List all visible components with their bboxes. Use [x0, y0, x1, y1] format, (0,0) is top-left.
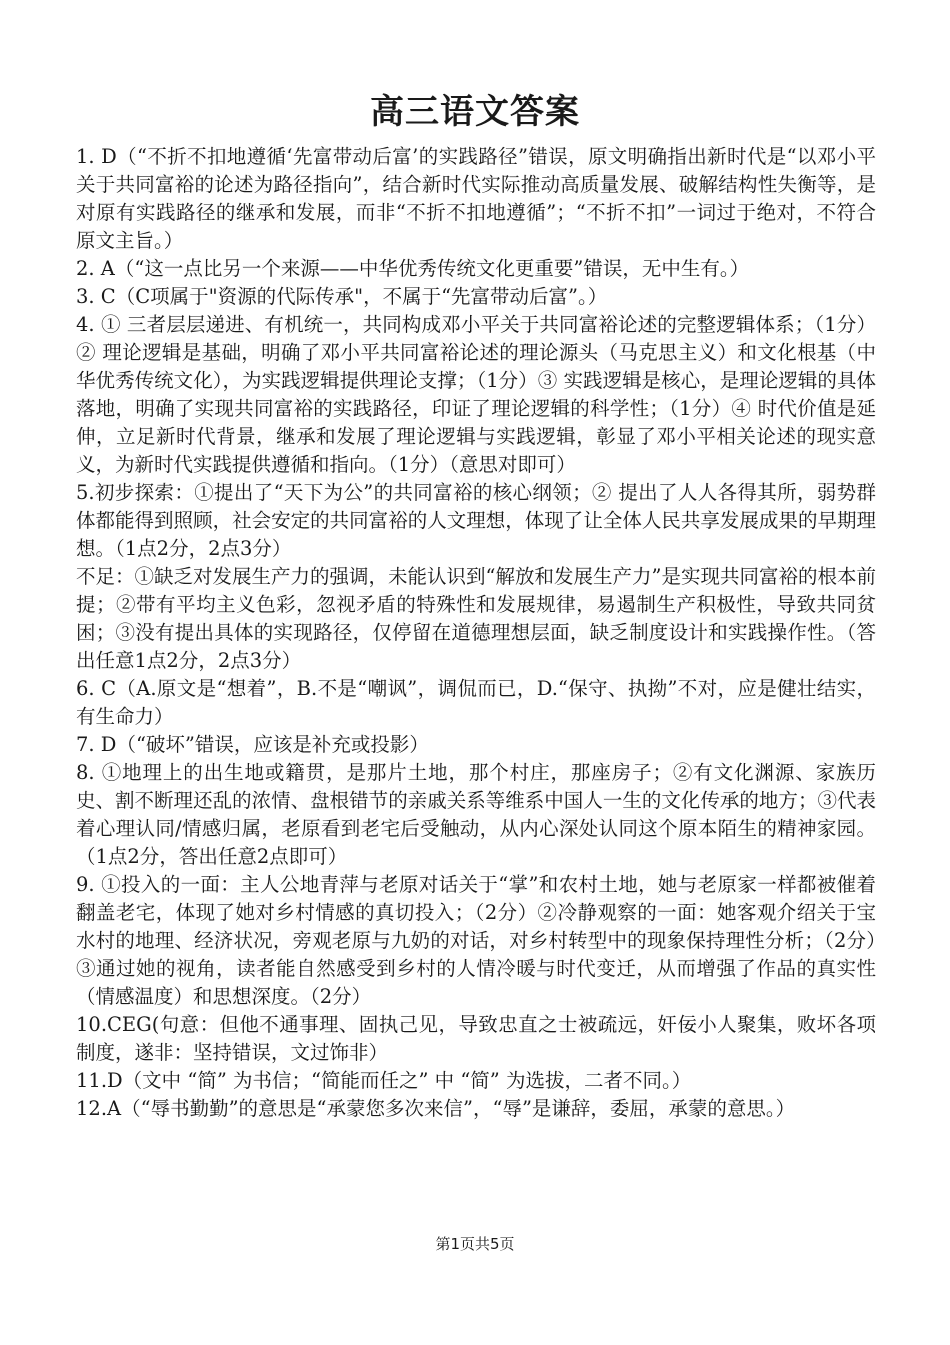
answer-11: 11.D（文中 “简” 为书信；“简能而任之” 中 “简” 为选拔，二者不同。）: [76, 1069, 692, 1092]
answer-2: 2. A（“这一点比另一个来源——中华优秀传统文化更重要”错误，无中生有。）: [76, 257, 750, 280]
answer-6: 6. C（A.原文是“想着”，B.不是“嘲讽”，调侃而已，D.“保守、执拗”不对，应是健壮结实，有生命力）: [76, 677, 876, 728]
answer-3: 3. C（C项属于"资源的代际传承"，不属于“先富带动后富”。）: [76, 285, 608, 308]
answer-4: 4. ① 三者层层递进、有机统一，共同构成邓小平关于共同富裕论述的完整逻辑体系；（1分）② 理论逻辑是基础，明确了邓小平共同富裕论述的理论源头（马克思主义）和文化根基（中华优秀传统文化），为实践逻辑提供理论支撑；（1分）③ 实践逻辑是核心，是理论逻辑的具体落地，明确了实现共同富裕的实践路径，印证了理论逻辑的科学性；（1分）④ 时代价值是延伸，立足新时代背景，继承和发展了理论逻辑与实践逻辑，彰显了邓小平相关论述的现实意义，为新时代实践提供遵循和指向。（1分）（意思对即可）: [76, 313, 876, 476]
answer-10: 10.CEG(句意：但他不通事理、固执己见，导致忠直之士被疏远，奸佞小人聚集，败坏各项制度，遂非：坚持错误，文过饰非）: [76, 1013, 876, 1064]
answer-8: 8. ①地理上的出生地或籍贯，是那片土地，那个村庄，那座房子；②有文化渊源、家族历史、割不断理还乱的浓情、盘根错节的亲戚关系等维系中国人一生的文化传承的地方；③代表着心理认同/情感归属，老原看到老宅后受触动，从内心深处认同这个原本陌生的精神家园。（1点2分，答出任意2点即可）: [76, 761, 876, 868]
page-title: 高三语文答案: [370, 92, 580, 132]
answer-5-shortcomings: 不足：①缺乏对发展生产力的强调，未能认识到“解放和发展生产力”是实现共同富裕的根本前提；②带有平均主义色彩，忽视矛盾的特殊性和发展规律，易遏制生产积极性，导致共同贫困；③没有提出具体的实现路径，仅停留在道德理想层面，缺乏制度设计和实践操作性。（答出任意1点2分，2点3分）: [76, 565, 876, 672]
answer-12: 12.A（“辱书勤勤”的意思是“承蒙您多次来信”，“辱”是谦辞，委屈，承蒙的意思。）: [76, 1097, 796, 1120]
answer-5-exploration: 5.初步探索：①提出了“天下为公”的共同富裕的核心纲领；② 提出了人人各得其所，弱势群体都能得到照顾，社会安定的共同富裕的人文理想，体现了让全体人民共享发展成果的早期理想。（1点2分，2点3分）: [76, 481, 876, 560]
answer-1: 1. D（“不折不扣地遵循‘先富带动后富’的实践路径”错误，原文明确指出新时代是“以邓小平关于共同富裕的论述为路径指向”，结合新时代实际推动高质量发展、破解结构性失衡等，是对原有实践路径的继承和发展，而非“不折不扣地遵循”；“不折不扣”一词过于绝对，不符合原文主旨。）: [76, 145, 876, 252]
answer-7: 7. D（“破坏”错误，应该是补充或投影）: [76, 733, 429, 756]
answer-list: [76, 143, 876, 1123]
page-number: 第1页共5页: [435, 1235, 515, 1253]
answer-9: 9. ①投入的一面：主人公地青萍与老原对话关于“掌”和农村土地，她与老原家一样都被催着翻盖老宅，体现了她对乡村情感的真切投入；（2分）②冷静观察的一面：她客观介绍关于宝水村的地理、经济状况，旁观老原与九奶的对话，对乡村转型中的现象保持理性分析；（2分）③通过她的视角，读者能自然感受到乡村的人情冷暖与时代变迁，从而增强了作品的真实性（情感温度）和思想深度。（2分）: [76, 873, 876, 1008]
